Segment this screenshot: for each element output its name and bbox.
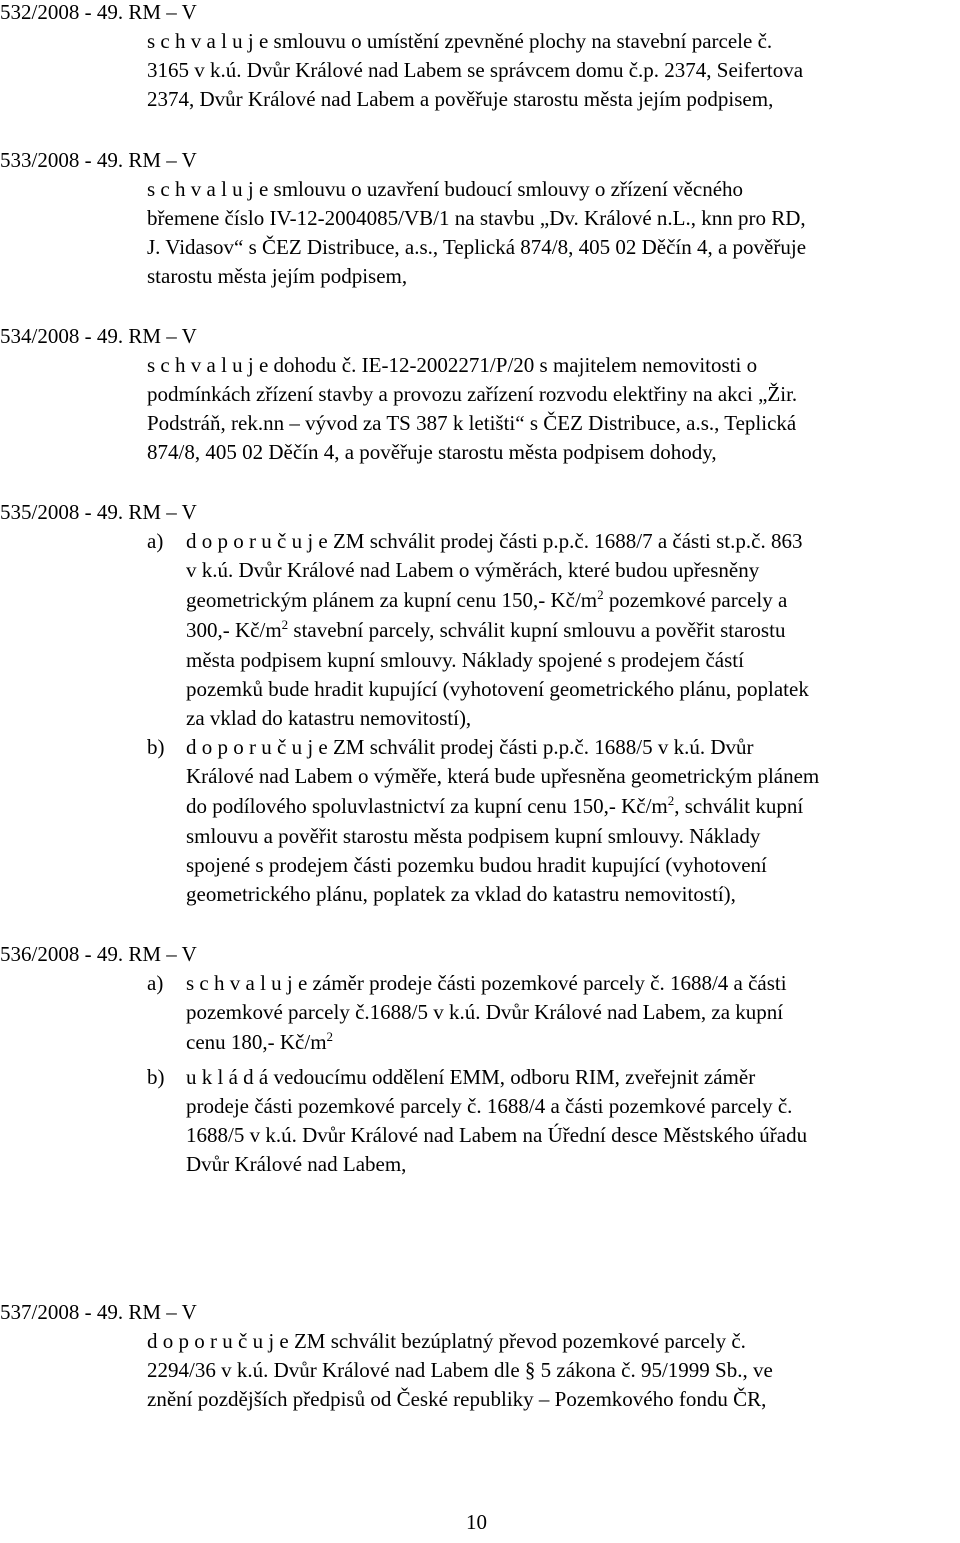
subitem-marker-a: a) — [147, 971, 164, 995]
superscript: 2 — [326, 1029, 334, 1044]
resolution-533-header: 533/2008 - 49. RM – V — [0, 148, 197, 172]
resolution-532-line: s c h v a l u j e smlouvu o umístění zpevněné plochy na stavební parcele č. — [147, 29, 773, 53]
resolution-535a-line: pozemků bude hradit kupující (vyhotovení geometrického plánu, poplatek — [186, 677, 809, 701]
resolution-536a-line: s c h v a l u j e záměr prodeje části pozemkové parcely č. 1688/4 a části — [186, 971, 787, 995]
text-part: geometrickým plánem za kupní cenu 150,- Kč/m — [186, 588, 598, 612]
text-part: , schválit kupní — [674, 794, 804, 818]
resolution-535b-line: spojené s prodejem části pozemku budou hradit kupující (vyhotovení — [186, 853, 767, 877]
resolution-535-header: 535/2008 - 49. RM – V — [0, 500, 197, 524]
superscript: 2 — [597, 587, 604, 602]
resolution-537-line: znění pozdějších předpisů od České republiky – Pozemkového fondu ČR, — [147, 1387, 767, 1411]
resolution-534-line: Podstráň, rek.nn – vývod za TS 387 k letišti“ s ČEZ Distribuce, a.s., Teplická — [147, 411, 797, 435]
resolution-535a-line: za vklad do katastru nemovitostí), — [186, 706, 472, 730]
resolution-535a-line: města podpisem kupní smlouvy. Náklady spojené s prodejem částí — [186, 648, 744, 672]
resolution-534-header: 534/2008 - 49. RM – V — [0, 324, 197, 348]
resolution-533-line: břemene číslo IV-12-2004085/VB/1 na stavbu „Dv. Králové n.L., knn pro RD, — [147, 206, 806, 230]
text-part: pozemkové parcely a — [608, 588, 788, 612]
resolution-536b-line: prodeje části pozemkové parcely č. 1688/4 a části pozemkové parcely č. — [186, 1094, 793, 1118]
resolution-533-line: starostu města jejím podpisem, — [147, 264, 408, 288]
resolution-535b-line: d o p o r u č u j e ZM schválit prodej části p.p.č. 1688/5 v k.ú. Dvůr — [186, 735, 754, 759]
resolution-535a-line: d o p o r u č u j e ZM schválit prodej části p.p.č. 1688/7 a části st.p.č. 863 — [186, 529, 803, 553]
resolution-536a-line: pozemkové parcely č.1688/5 v k.ú. Dvůr Králové nad Labem, za kupní — [186, 1000, 784, 1024]
resolution-535b-line: Králové nad Labem o výměře, která bude upřesněna geometrickým plánem — [186, 764, 820, 788]
resolution-536b-line: 1688/5 v k.ú. Dvůr Králové nad Labem na Úřední desce Městského úřadu — [186, 1123, 808, 1147]
resolution-537-line: 2294/36 v k.ú. Dvůr Králové nad Labem dle § 5 zákona č. 95/1999 Sb., ve — [147, 1358, 773, 1382]
resolution-534-line: 874/8, 405 02 Děčín 4, a pověřuje starostu města podpisem dohody, — [147, 440, 717, 464]
resolution-535b-line: smlouvu a pověřit starostu města podpisem kupní smlouvy. Náklady — [186, 824, 761, 848]
resolution-535a-line — [186, 586, 787, 615]
resolution-535b-line: geometrického plánu, poplatek za vklad do katastru nemovitostí), — [186, 882, 736, 906]
resolution-536a-line — [186, 1028, 333, 1057]
superscript: 2 — [667, 793, 675, 808]
text-part: do podílového spoluvlastnictví za kupní cenu 150,- Kč/m — [186, 794, 668, 818]
resolution-537-line: d o p o r u č u j e ZM schválit bezúplatný převod pozemkové parcely č. — [147, 1329, 746, 1353]
resolution-536b-line: u k l á d á vedoucímu oddělení EMM, odboru RIM, zveřejnit záměr — [186, 1065, 756, 1089]
resolution-536-header: 536/2008 - 49. RM – V — [0, 942, 197, 966]
resolution-537-header: 537/2008 - 49. RM – V — [0, 1300, 197, 1324]
resolution-532-header: 532/2008 - 49. RM – V — [0, 0, 197, 24]
resolution-535b-line — [186, 792, 803, 821]
resolution-533-line: J. Vidasov“ s ČEZ Distribuce, a.s., Teplická 874/8, 405 02 Děčín 4, a pověřuje — [147, 235, 807, 259]
subitem-marker-b: b) — [147, 735, 165, 759]
resolution-536b-line: Dvůr Králové nad Labem, — [186, 1152, 407, 1176]
subitem-marker-a: a) — [147, 529, 164, 553]
page-number: 10 — [466, 1510, 487, 1534]
text-part: stavební parcely, schválit kupní smlouvu a pověřit starostu — [293, 618, 786, 642]
resolution-535a-line: v k.ú. Dvůr Králové nad Labem o výměrách, které budou upřesněny — [186, 558, 760, 582]
resolution-533-line: s c h v a l u j e smlouvu o uzavření budoucí smlouvy o zřízení věcného — [147, 177, 744, 201]
resolution-535a-line — [186, 616, 785, 645]
text-part: cenu 180,- Kč/m — [186, 1030, 327, 1054]
subitem-marker-b: b) — [147, 1065, 165, 1089]
text-part: 300,- Kč/m — [186, 618, 282, 642]
resolution-532-line: 2374, Dvůr Králové nad Labem a pověřuje starostu města jejím podpisem, — [147, 87, 774, 111]
resolution-534-line: s c h v a l u j e dohodu č. IE-12-2002271/P/20 s majitelem nemovitosti o — [147, 353, 758, 377]
resolution-532-line: 3165 v k.ú. Dvůr Králové nad Labem se správcem domu č.p. 2374, Seifertova — [147, 58, 804, 82]
resolution-534-line: podmínkách zřízení stavby a provozu zařízení rozvodu elektřiny na akci „Žir. — [147, 382, 798, 406]
superscript: 2 — [281, 617, 289, 632]
